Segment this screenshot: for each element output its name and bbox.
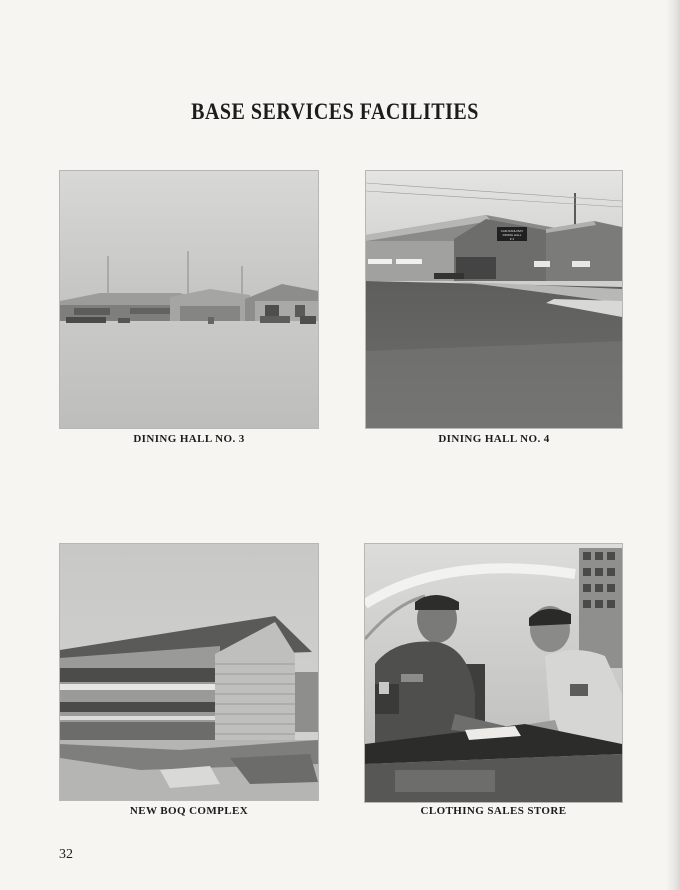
sign-line-2: DINING HALL [502,233,522,237]
photo-new-boq-complex [60,544,318,800]
sign-line-3: # 4 [509,237,515,241]
caption-dining-hall-4: DINING HALL NO. 4 [438,433,550,445]
page-number: 32 [59,847,73,862]
sign-line-1: CAM RANH BAY [500,229,524,233]
photo-dining-hall-4 [366,171,622,428]
page-title: BASE SERVICES FACILITIES [191,99,479,125]
caption-clothing-sales-store: CLOTHING SALES STORE [420,805,567,817]
caption-new-boq-complex: NEW BOQ COMPLEX [129,805,249,817]
page-edge-shadow [666,0,680,890]
photo-clothing-sales-store [365,544,622,802]
caption-dining-hall-3: DINING HALL NO. 3 [133,433,245,445]
photo-dining-hall-3 [60,171,318,428]
